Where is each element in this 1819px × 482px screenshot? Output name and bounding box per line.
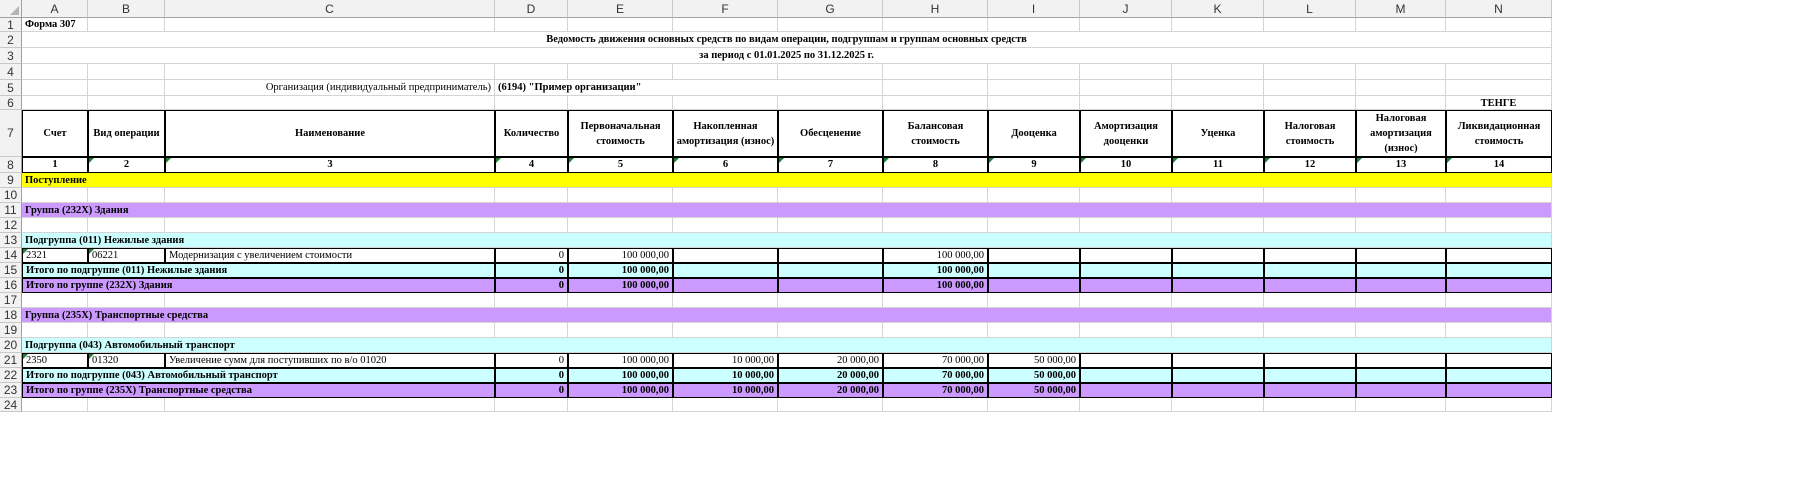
cell[interactable] [988,218,1080,233]
cell[interactable] [778,96,883,110]
column-header-j[interactable]: J [1080,0,1172,18]
cell[interactable] [1080,18,1172,32]
column-header-h[interactable]: H [883,0,988,18]
value-cell[interactable] [1172,353,1264,368]
cell[interactable] [1080,293,1172,308]
cell[interactable] [883,80,988,96]
value-cell[interactable]: 100 000,00 [568,353,673,368]
cell[interactable] [1446,398,1552,412]
cell[interactable] [1264,64,1356,80]
value-cell[interactable] [1264,278,1356,293]
value-cell[interactable]: 100 000,00 [883,248,988,263]
table-header-10[interactable]: Амортизация дооценки [1080,110,1172,157]
cell[interactable] [673,64,778,80]
value-cell[interactable] [1264,368,1356,383]
table-header-3[interactable]: Наименование [165,110,495,157]
row-header-3[interactable]: 3 [0,48,22,64]
cell[interactable] [1080,323,1172,338]
error-marker-icon [166,158,171,163]
column-header-f[interactable]: F [673,0,778,18]
value-cell[interactable]: 10 000,00 [673,383,778,398]
select-all-corner[interactable] [0,0,22,18]
value-cell[interactable] [1264,248,1356,263]
value-cell[interactable] [1446,248,1552,263]
cell[interactable] [988,398,1080,412]
cell[interactable] [778,218,883,233]
value-cell[interactable]: 50 000,00 [988,353,1080,368]
cell[interactable] [1446,293,1552,308]
value-cell[interactable] [1080,368,1172,383]
value-cell[interactable]: 100 000,00 [883,263,988,278]
cell[interactable] [778,293,883,308]
cell[interactable] [1172,96,1264,110]
cell[interactable] [1264,96,1356,110]
column-number-6[interactable]: 6 [673,157,778,173]
column-header-d[interactable]: D [495,0,568,18]
table-header-13[interactable]: Налоговая амортизация (износ) [1356,110,1446,157]
value-cell[interactable] [778,263,883,278]
table-header-5[interactable]: Первоначальная стоимость [568,110,673,157]
error-marker-icon [779,158,784,163]
cell[interactable] [568,293,673,308]
cell[interactable] [88,218,165,233]
row-header-13[interactable]: 13 [0,233,22,248]
table-header-1[interactable]: Счет [22,110,88,157]
cell[interactable] [568,398,673,412]
cell[interactable] [1446,188,1552,203]
column-number-13[interactable]: 13 [1356,157,1446,173]
value-cell[interactable] [988,263,1080,278]
column-number-8[interactable]: 8 [883,157,988,173]
cell[interactable] [883,188,988,203]
cell[interactable] [673,18,778,32]
cell[interactable] [165,96,495,110]
value-cell[interactable] [1264,263,1356,278]
value-cell[interactable]: 70 000,00 [883,383,988,398]
row-header-12[interactable]: 12 [0,218,22,233]
cell[interactable] [1080,80,1172,96]
error-marker-icon [1265,158,1270,163]
value-cell[interactable] [1446,263,1552,278]
table-header-14[interactable]: Ликвидационная стоимость [1446,110,1552,157]
cell[interactable] [988,188,1080,203]
value-cell[interactable] [1446,353,1552,368]
error-marker-icon [23,249,28,254]
value-cell[interactable] [1080,353,1172,368]
organization-label: Организация (индивидуальный предприниматель) [165,80,495,96]
cell[interactable] [673,218,778,233]
cell[interactable] [1264,398,1356,412]
value-cell[interactable]: 0 [495,248,568,263]
column-number-12[interactable]: 12 [1264,157,1356,173]
row-header-6[interactable]: 6 [0,96,22,110]
row-header-16[interactable]: 16 [0,278,22,293]
cell[interactable] [778,64,883,80]
column-number-9[interactable]: 9 [988,157,1080,173]
column-number-4[interactable]: 4 [495,157,568,173]
error-marker-icon [89,249,94,254]
cell[interactable] [673,96,778,110]
cell[interactable] [22,218,88,233]
column-number-2[interactable]: 2 [88,157,165,173]
cell[interactable] [1264,80,1356,96]
cell[interactable] [988,293,1080,308]
operation-cell[interactable]: 06221 [88,248,165,263]
value-cell[interactable] [778,278,883,293]
cell[interactable] [165,293,495,308]
row-grouptotal-label[interactable]: Итого по группе (235Х) Транспортные средства [22,383,495,398]
cell[interactable] [988,18,1080,32]
cell[interactable] [1356,96,1446,110]
value-cell[interactable] [1356,368,1446,383]
value-cell[interactable] [1264,383,1356,398]
table-header-7[interactable]: Обесценение [778,110,883,157]
column-header-m[interactable]: M [1356,0,1446,18]
value-cell[interactable]: 100 000,00 [568,368,673,383]
row-header-19[interactable]: 19 [0,323,22,338]
value-cell[interactable] [1356,383,1446,398]
row-header-11[interactable]: 11 [0,203,22,218]
row-header-22[interactable]: 22 [0,368,22,383]
row-subgroup-label[interactable]: Подгруппа (043) Автомобильный транспорт [22,338,1552,353]
report-title: Ведомость движения основных средств по видам операции, подгруппам и группам основных средств [22,32,1552,48]
select-all-triangle-icon [10,6,19,15]
value-cell[interactable]: 20 000,00 [778,353,883,368]
row-header-9[interactable]: 9 [0,173,22,188]
cell[interactable] [22,398,88,412]
value-cell[interactable] [1080,278,1172,293]
row-header-7[interactable]: 7 [0,110,22,157]
cell[interactable] [1446,64,1552,80]
row-header-1[interactable]: 1 [0,18,22,32]
cell[interactable] [988,323,1080,338]
cell[interactable] [1172,398,1264,412]
cell[interactable] [495,398,568,412]
column-number-5[interactable]: 5 [568,157,673,173]
value-cell[interactable] [1356,278,1446,293]
cell[interactable] [22,323,88,338]
cell[interactable] [1080,188,1172,203]
error-marker-icon [1173,158,1178,163]
cell[interactable] [88,80,165,96]
table-header-6[interactable]: Накопленная амортизация (износ) [673,110,778,157]
error-marker-icon [89,354,94,359]
column-number-11[interactable]: 11 [1172,157,1264,173]
cell[interactable] [1356,293,1446,308]
cell[interactable] [568,18,673,32]
value-cell[interactable]: 0 [495,263,568,278]
row-header-10[interactable]: 10 [0,188,22,203]
table-header-4[interactable]: Количество [495,110,568,157]
column-header-e[interactable]: E [568,0,673,18]
cell[interactable] [88,96,165,110]
value-cell[interactable]: 0 [495,383,568,398]
currency-label: ТЕНГЕ [1446,96,1552,110]
cell[interactable] [568,323,673,338]
table-header-8[interactable]: Балансовая стоимость [883,110,988,157]
error-marker-icon [89,158,94,163]
cell[interactable] [1172,64,1264,80]
cell[interactable] [988,80,1080,96]
cell[interactable] [1446,18,1552,32]
cell[interactable] [88,323,165,338]
column-header-b[interactable]: B [88,0,165,18]
organization-value: (6194) "Пример организации" [495,80,883,96]
row-subtotal-label[interactable]: Итого по подгруппе (043) Автомобильный транспорт [22,368,495,383]
row-header-15[interactable]: 15 [0,263,22,278]
cell[interactable] [22,64,88,80]
cell[interactable] [1264,188,1356,203]
table-header-2[interactable]: Вид операции [88,110,165,157]
value-cell[interactable] [778,248,883,263]
cell[interactable] [1080,96,1172,110]
cell[interactable] [88,188,165,203]
column-number-3[interactable]: 3 [165,157,495,173]
column-header-n[interactable]: N [1446,0,1552,18]
cell[interactable] [165,64,495,80]
value-cell[interactable] [1172,278,1264,293]
cell[interactable] [495,188,568,203]
cell[interactable] [22,188,88,203]
value-cell[interactable]: 70 000,00 [883,353,988,368]
cell[interactable] [883,18,988,32]
error-marker-icon [884,158,889,163]
value-cell[interactable] [1264,353,1356,368]
value-cell[interactable]: 0 [495,278,568,293]
cell[interactable] [778,323,883,338]
cell[interactable] [1172,323,1264,338]
cell[interactable] [1446,323,1552,338]
value-cell[interactable] [1080,263,1172,278]
value-cell[interactable]: 10 000,00 [673,353,778,368]
cell[interactable] [883,398,988,412]
column-header-a[interactable]: A [22,0,88,18]
column-number-1[interactable]: 1 [22,157,88,173]
row-header-20[interactable]: 20 [0,338,22,353]
cell[interactable] [1080,218,1172,233]
cell[interactable] [1172,188,1264,203]
error-marker-icon [674,158,679,163]
value-cell[interactable]: 0 [495,353,568,368]
cell[interactable] [1264,293,1356,308]
cell[interactable] [778,18,883,32]
cell[interactable] [673,293,778,308]
cell[interactable] [165,398,495,412]
cell[interactable] [673,188,778,203]
value-cell[interactable] [1356,263,1446,278]
column-number-10[interactable]: 10 [1080,157,1172,173]
value-cell[interactable]: 0 [495,368,568,383]
row-header-8[interactable]: 8 [0,157,22,173]
cell[interactable] [883,64,988,80]
value-cell[interactable] [988,278,1080,293]
name-cell[interactable]: Модернизация с увеличением стоимости [165,248,495,263]
column-number-7[interactable]: 7 [778,157,883,173]
cell[interactable] [1264,18,1356,32]
row-subgroup-label[interactable]: Подгруппа (011) Нежилые здания [22,233,1552,248]
row-group-label[interactable]: Группа (232Х) Здания [22,203,1552,218]
value-cell[interactable]: 50 000,00 [988,368,1080,383]
value-cell[interactable]: 70 000,00 [883,368,988,383]
table-header-9[interactable]: Дооценка [988,110,1080,157]
cell[interactable] [495,96,568,110]
row-group-label[interactable]: Группа (235Х) Транспортные средства [22,308,1552,323]
cell[interactable] [1356,18,1446,32]
column-header-g[interactable]: G [778,0,883,18]
table-header-12[interactable]: Налоговая стоимость [1264,110,1356,157]
cell[interactable] [1172,293,1264,308]
row-header-2[interactable]: 2 [0,32,22,48]
form-label: Форма 307 [22,18,495,32]
row-section-label[interactable]: Поступление [22,173,1552,188]
value-cell[interactable] [1080,248,1172,263]
cell[interactable] [568,96,673,110]
cell[interactable] [883,218,988,233]
cell[interactable] [22,293,88,308]
cell[interactable] [1356,218,1446,233]
cell[interactable] [88,64,165,80]
column-header-c[interactable]: C [165,0,495,18]
value-cell[interactable] [1446,278,1552,293]
cell[interactable] [1264,323,1356,338]
cell[interactable] [495,323,568,338]
row-grouptotal-label[interactable]: Итого по группе (232Х) Здания [22,278,495,293]
value-cell[interactable] [988,248,1080,263]
value-cell[interactable] [1080,383,1172,398]
cell[interactable] [1172,80,1264,96]
cell[interactable] [673,323,778,338]
cell[interactable] [22,80,88,96]
value-cell[interactable]: 10 000,00 [673,368,778,383]
account-cell[interactable]: 2350 [22,353,88,368]
cell[interactable] [1172,18,1264,32]
cell[interactable] [1080,398,1172,412]
cell[interactable] [988,96,1080,110]
cell[interactable] [495,18,568,32]
account-cell[interactable]: 2321 [22,248,88,263]
cell[interactable] [883,323,988,338]
cell[interactable] [673,398,778,412]
cell[interactable] [22,96,88,110]
cell[interactable] [1356,398,1446,412]
value-cell[interactable]: 100 000,00 [883,278,988,293]
name-cell[interactable]: Увеличение сумм для поступивших по в/о 01020 [165,353,495,368]
value-cell[interactable] [1172,383,1264,398]
cell[interactable] [88,293,165,308]
row-header-4[interactable]: 4 [0,64,22,80]
cell[interactable] [778,398,883,412]
value-cell[interactable]: 100 000,00 [568,278,673,293]
cell[interactable] [1446,80,1552,96]
column-number-14[interactable]: 14 [1446,157,1552,173]
cell[interactable] [1446,218,1552,233]
value-cell[interactable] [673,278,778,293]
cell[interactable] [495,293,568,308]
error-marker-icon [569,158,574,163]
report-period: за период с 01.01.2025 по 31.12.2025 г. [22,48,1552,64]
value-cell[interactable] [1356,353,1446,368]
cell[interactable] [883,293,988,308]
value-cell[interactable]: 100 000,00 [568,383,673,398]
cell[interactable] [1172,218,1264,233]
row-header-17[interactable]: 17 [0,293,22,308]
cell[interactable] [165,323,495,338]
row-header-18[interactable]: 18 [0,308,22,323]
cell[interactable] [568,64,673,80]
row-header-14[interactable]: 14 [0,248,22,263]
value-cell[interactable] [1172,368,1264,383]
value-cell[interactable] [1356,248,1446,263]
value-cell[interactable] [1446,368,1552,383]
value-cell[interactable]: 20 000,00 [778,383,883,398]
value-cell[interactable]: 100 000,00 [568,263,673,278]
row-header-5[interactable]: 5 [0,80,22,96]
error-marker-icon [1357,158,1362,163]
cell[interactable] [165,218,495,233]
value-cell[interactable]: 100 000,00 [568,248,673,263]
operation-cell[interactable]: 01320 [88,353,165,368]
row-header-24[interactable]: 24 [0,398,22,412]
table-header-11[interactable]: Уценка [1172,110,1264,157]
cell[interactable] [568,218,673,233]
value-cell[interactable]: 50 000,00 [988,383,1080,398]
cell[interactable] [88,398,165,412]
row-header-23[interactable]: 23 [0,383,22,398]
cell[interactable] [495,64,568,80]
cell[interactable] [1356,188,1446,203]
error-marker-icon [496,158,501,163]
cell[interactable] [1356,80,1446,96]
cell[interactable] [165,188,495,203]
cell[interactable] [988,64,1080,80]
value-cell[interactable] [673,263,778,278]
value-cell[interactable] [1446,383,1552,398]
column-header-k[interactable]: K [1172,0,1264,18]
cell[interactable] [1356,64,1446,80]
value-cell[interactable] [673,248,778,263]
cell[interactable] [1264,218,1356,233]
error-marker-icon [1081,158,1086,163]
error-marker-icon [1447,158,1452,163]
column-header-i[interactable]: I [988,0,1080,18]
value-cell[interactable]: 20 000,00 [778,368,883,383]
cell[interactable] [1080,64,1172,80]
cell[interactable] [568,188,673,203]
value-cell[interactable] [1172,263,1264,278]
error-marker-icon [23,354,28,359]
cell[interactable] [778,188,883,203]
row-header-21[interactable]: 21 [0,353,22,368]
row-subtotal-label[interactable]: Итого по подгруппе (011) Нежилые здания [22,263,495,278]
error-marker-icon [989,158,994,163]
cell[interactable] [1356,323,1446,338]
column-header-l[interactable]: L [1264,0,1356,18]
cell[interactable] [883,96,988,110]
value-cell[interactable] [1172,248,1264,263]
cell[interactable] [495,218,568,233]
